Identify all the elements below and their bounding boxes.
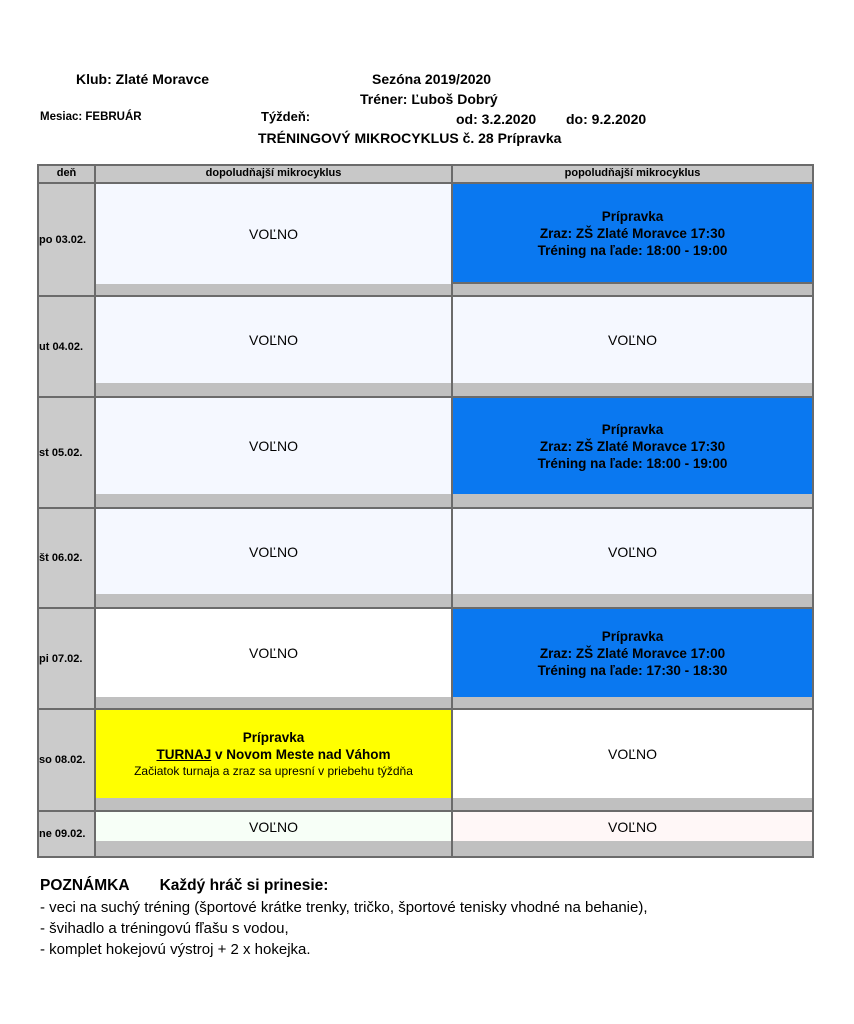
day-cell: ne 09.02. [39, 812, 94, 856]
season: Sezóna 2019/2020 [372, 71, 492, 87]
free-label: VOĽNO [248, 226, 298, 242]
free-label: VOĽNO [607, 746, 657, 762]
tournament-location: v Novom Meste nad Váhom [211, 746, 391, 762]
day-cell: ut 04.02. [39, 297, 94, 396]
note-heading: Každý hráč si prinesie: [159, 877, 329, 894]
training-group: Prípravka [601, 628, 664, 644]
column-header-day: deň [39, 166, 94, 182]
training-group: Prípravka [601, 208, 664, 224]
day-cell: st 05.02. [39, 398, 94, 507]
schedule-table [37, 164, 814, 858]
afternoon-training-cell [453, 609, 812, 697]
free-label: VOĽNO [248, 543, 298, 560]
training-group: Prípravka [601, 421, 664, 437]
afternoon-cell-free [453, 812, 812, 841]
club-name: Klub: Zlaté Moravce [76, 71, 210, 87]
column-header-afternoon: popoludňajší mikrocyklus [453, 166, 812, 182]
ice-training-time: Tréning na ľade: 18:00 - 19:00 [537, 455, 728, 471]
row-divider [453, 798, 812, 810]
row-divider [96, 494, 451, 507]
morning-cell-free [96, 509, 451, 594]
morning-cell-free [96, 609, 451, 697]
afternoon-cell-free [453, 710, 812, 798]
row-divider [96, 697, 451, 708]
free-label: VOĽNO [248, 645, 298, 661]
row-divider [453, 594, 812, 607]
morning-cell-free [96, 297, 451, 383]
row-divider [96, 284, 451, 295]
free-label: VOĽNO [607, 332, 657, 348]
note-item: - veci na suchý tréning (športové krátke trenky, tričko, športové tenisky vhodné na behanie), [40, 899, 648, 916]
note-label: POZNÁMKA [40, 877, 129, 894]
note-item: - švihadlo a tréningovú fľašu s vodou, [40, 920, 289, 937]
day-cell: so 08.02. [39, 710, 94, 810]
document-title: TRÉNINGOVÝ MIKROCYKLUS č. 28 Prípravka [258, 130, 562, 146]
ice-training-time: Tréning na ľade: 18:00 - 19:00 [537, 242, 728, 258]
note-heading-line [40, 877, 328, 895]
day-cell: št 06.02. [39, 509, 94, 607]
tournament-group: Prípravka [242, 729, 305, 745]
week-from: od: 3.2.2020 [456, 111, 537, 127]
day-cell: pi 07.02. [39, 609, 94, 708]
morning-cell-free [96, 184, 451, 284]
meeting-info: Zraz: ZŠ Zlaté Moravce 17:30 [539, 438, 726, 454]
tournament-note: Začiatok turnaja a zraz sa upresní v priebehu týždňa [134, 763, 413, 778]
meeting-info: Zraz: ZŠ Zlaté Moravce 17:30 [539, 225, 726, 241]
row-divider [453, 284, 812, 295]
row-divider [453, 494, 812, 507]
free-label: VOĽNO [607, 543, 657, 560]
afternoon-training-cell [453, 184, 812, 282]
week-to: do: 9.2.2020 [566, 111, 647, 127]
note-item: - komplet hokejovú výstroj + 2 x hokejka. [40, 941, 311, 958]
week-label: Týždeň: [261, 109, 311, 124]
free-label: VOĽNO [248, 332, 298, 348]
row-divider [453, 841, 812, 856]
row-divider [96, 594, 451, 607]
row-divider [96, 383, 451, 396]
ice-training-time: Tréning na ľade: 17:30 - 18:30 [537, 662, 728, 678]
month: Mesiac: FEBRUÁR [40, 111, 142, 123]
row-divider [453, 383, 812, 396]
column-header-morning: dopoludňajší mikrocyklus [96, 166, 451, 182]
row-divider [453, 697, 812, 708]
coach: Tréner: Ľuboš Dobrý [360, 91, 498, 107]
tournament-keyword: TURNAJ [156, 746, 212, 762]
row-divider [96, 841, 451, 856]
afternoon-cell-free [453, 297, 812, 383]
morning-tournament-cell [96, 710, 451, 798]
tournament-title [156, 746, 390, 763]
meeting-info: Zraz: ZŠ Zlaté Moravce 17:00 [539, 645, 726, 661]
morning-cell-free [96, 398, 451, 494]
day-cell: po 03.02. [39, 184, 94, 295]
afternoon-training-cell [453, 398, 812, 494]
free-label: VOĽNO [248, 818, 298, 835]
morning-cell-free [96, 812, 451, 841]
free-label: VOĽNO [607, 818, 657, 835]
free-label: VOĽNO [248, 438, 298, 454]
afternoon-cell-free [453, 509, 812, 594]
row-divider [96, 798, 451, 810]
